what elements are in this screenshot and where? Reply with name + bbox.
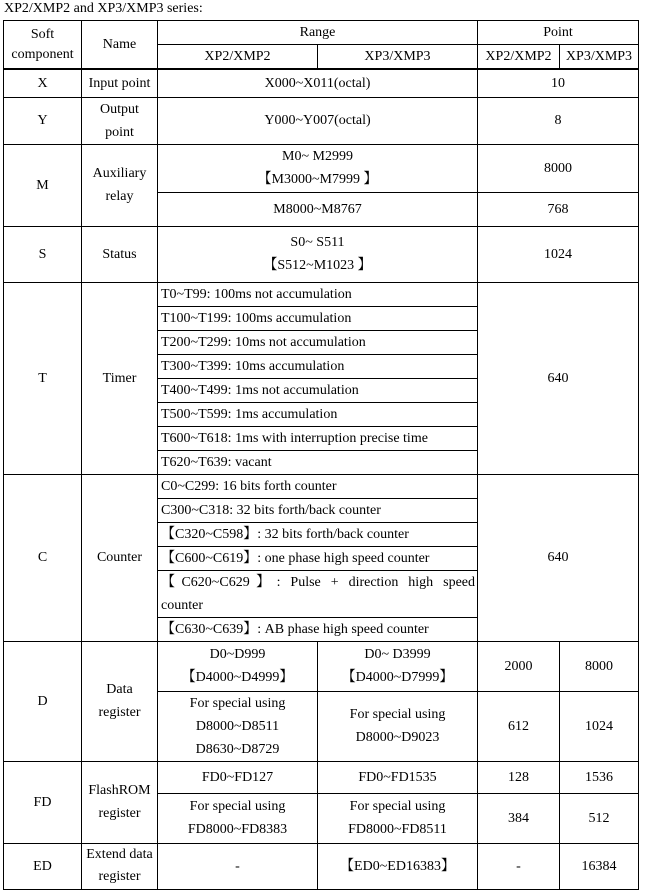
- component-d: D: [4, 641, 82, 761]
- row-c-1: [4, 474, 639, 498]
- range-c-5: 【C620~C629】: Pulse + direction high speed counter: [158, 570, 478, 617]
- range-c-4: 【C600~C619】: one phase high speed counter: [158, 546, 478, 570]
- range-t-4: T300~T399: 10ms accumulation: [158, 354, 478, 378]
- point-d-1-xp3: 8000: [560, 641, 639, 691]
- soft-component-table: [3, 20, 639, 890]
- header-name: Name: [82, 21, 158, 70]
- range-ed-xp3: 【ED0~ED16383】: [318, 843, 478, 889]
- range-d-1-xp2: D0~D999 【D4000~D4999】: [158, 641, 318, 691]
- row-m-1: [4, 144, 639, 192]
- name-ed: Extend data register: [82, 843, 158, 889]
- point-t: 640: [478, 282, 639, 474]
- range-t-2: T100~T199: 100ms accumulation: [158, 306, 478, 330]
- name-y: Output point: [82, 97, 158, 144]
- range-d-2-xp3: For special using D8000~D9023: [318, 691, 478, 761]
- name-x: Input point: [82, 69, 158, 97]
- point-fd-2-xp2: 384: [478, 793, 560, 843]
- name-m: Auxiliary relay: [82, 144, 158, 226]
- range-c-1: C0~C299: 16 bits forth counter: [158, 474, 478, 498]
- point-d-2-xp3: 1024: [560, 691, 639, 761]
- range-y: Y000~Y007(octal): [158, 97, 478, 144]
- header-soft-component: Soft component: [4, 21, 82, 70]
- component-fd: FD: [4, 761, 82, 843]
- header-row: [4, 21, 639, 45]
- range-fd-2-xp2: For special using FD8000~FD8383: [158, 793, 318, 843]
- range-m-2: M8000~M8767: [158, 192, 478, 226]
- header-point: Point: [478, 21, 639, 45]
- component-s: S: [4, 226, 82, 282]
- range-x: X000~X011(octal): [158, 69, 478, 97]
- header-range-xp3: XP3/XMP3: [318, 45, 478, 70]
- range-fd-1-xp3: FD0~FD1535: [318, 761, 478, 793]
- name-c: Counter: [82, 474, 158, 641]
- point-d-1-xp2: 2000: [478, 641, 560, 691]
- range-t-3: T200~T299: 10ms not accumulation: [158, 330, 478, 354]
- point-x: 10: [478, 69, 639, 97]
- point-m-1: 8000: [478, 144, 639, 192]
- header-point-xp2: XP2/XMP2: [478, 45, 560, 70]
- row-x: [4, 69, 639, 97]
- range-t-5: T400~T499: 1ms not accumulation: [158, 378, 478, 402]
- range-d-2-xp2: For special using D8000~D8511 D8630~D8729: [158, 691, 318, 761]
- range-d-1-xp3: D0~ D3999 【D4000~D7999】: [318, 641, 478, 691]
- name-t: Timer: [82, 282, 158, 474]
- table-caption: XP2/XMP2 and XP3/XMP3 series:: [4, 1, 203, 16]
- range-t-1: T0~T99: 100ms not accumulation: [158, 282, 478, 306]
- range-fd-2-xp3: For special using FD8000~FD8511: [318, 793, 478, 843]
- row-s: [4, 226, 639, 282]
- range-c-3: 【C320~C598】: 32 bits forth/back counter: [158, 522, 478, 546]
- name-d: Data register: [82, 641, 158, 761]
- range-t-6: T500~T599: 1ms accumulation: [158, 402, 478, 426]
- range-m-1: M0~ M2999 【M3000~M7999 】: [158, 144, 478, 192]
- point-fd-1-xp3: 1536: [560, 761, 639, 793]
- point-s: 1024: [478, 226, 639, 282]
- point-ed-xp3: 16384: [560, 843, 639, 889]
- range-fd-1-xp2: FD0~FD127: [158, 761, 318, 793]
- name-s: Status: [82, 226, 158, 282]
- range-s: S0~ S511 【S512~M1023 】: [158, 226, 478, 282]
- header-point-xp3: XP3/XMP3: [560, 45, 639, 70]
- point-y: 8: [478, 97, 639, 144]
- component-t: T: [4, 282, 82, 474]
- component-c: C: [4, 474, 82, 641]
- point-m-2: 768: [478, 192, 639, 226]
- component-x: X: [4, 69, 82, 97]
- point-fd-1-xp2: 128: [478, 761, 560, 793]
- range-c-6: 【C630~C639】: AB phase high speed counter: [158, 617, 478, 641]
- component-ed: ED: [4, 843, 82, 889]
- row-y: [4, 97, 639, 144]
- row-t-1: [4, 282, 639, 306]
- component-y: Y: [4, 97, 82, 144]
- header-range-xp2: XP2/XMP2: [158, 45, 318, 70]
- range-t-8: T620~T639: vacant: [158, 450, 478, 474]
- range-ed-xp2: -: [158, 843, 318, 889]
- row-ed: [4, 843, 639, 889]
- row-d-1: [4, 641, 639, 691]
- point-fd-2-xp3: 512: [560, 793, 639, 843]
- header-range: Range: [158, 21, 478, 45]
- point-d-2-xp2: 612: [478, 691, 560, 761]
- range-t-7: T600~T618: 1ms with interruption precise time: [158, 426, 478, 450]
- component-m: M: [4, 144, 82, 226]
- point-c: 640: [478, 474, 639, 641]
- range-c-2: C300~C318: 32 bits forth/back counter: [158, 498, 478, 522]
- point-ed-xp2: -: [478, 843, 560, 889]
- name-fd: FlashROM register: [82, 761, 158, 843]
- row-fd-1: [4, 761, 639, 793]
